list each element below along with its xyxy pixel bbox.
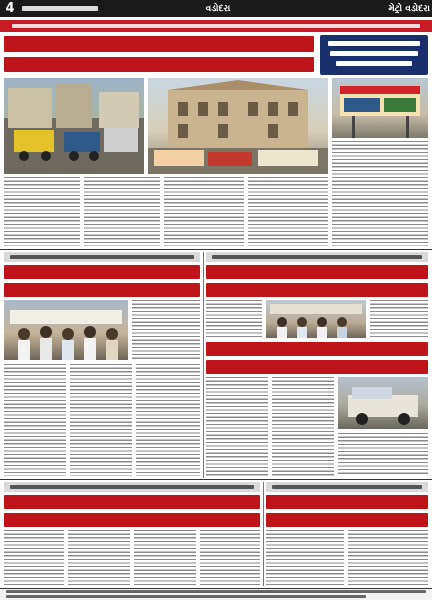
story6-kicker-text [272, 485, 422, 489]
story2-body-col1 [4, 364, 66, 476]
story2-body-col2 [70, 364, 132, 476]
story2-headline-line2 [4, 283, 200, 297]
story1-photo-hoarding [332, 78, 428, 138]
header-date-line [22, 6, 98, 11]
story3-body-col1 [206, 300, 262, 338]
story1-body-col1 [4, 177, 80, 246]
story2-photo-protest [4, 300, 128, 360]
divider-vertical-bottom [263, 482, 264, 586]
story1-body-col4 [248, 177, 328, 246]
story5-headline-line1 [4, 495, 260, 509]
story1-body-col3 [164, 177, 244, 246]
imprint-line2 [6, 595, 366, 598]
story1-body-col5 [332, 141, 428, 246]
story4-body-col3 [338, 433, 428, 476]
story3-photo-officials [266, 300, 366, 338]
story5-body-col2 [68, 530, 130, 585]
story5-body-col4 [200, 530, 260, 585]
page-number: 4 [5, 1, 15, 16]
story5-headline-line2 [4, 513, 260, 527]
header-city-name: વડોદરા [205, 4, 231, 14]
story1-sidebar-line2 [330, 51, 418, 56]
story5-body-col1 [4, 530, 64, 585]
divider-vertical-mid [203, 252, 204, 478]
edition-label: મેટ્રો વડોદરા [388, 4, 430, 14]
imprint-line1 [6, 590, 426, 593]
story5-kicker-text [10, 485, 254, 489]
story1-kicker-text [12, 24, 420, 28]
story1-headline-line1 [4, 36, 314, 52]
story1-body-col2 [84, 177, 160, 246]
story2-side-text [132, 300, 200, 360]
story4-photo-vehicle [338, 377, 428, 429]
story3-body-col2 [370, 300, 428, 338]
story4-body-col2 [272, 377, 334, 476]
story2-headline-line1 [4, 265, 200, 279]
story6-body-col2 [348, 530, 428, 585]
story2-body-col3 [136, 364, 200, 476]
story1-photo-building [148, 78, 328, 174]
story4-headline-line2 [206, 360, 428, 374]
story4-body-col1 [206, 377, 268, 476]
story6-headline-line1 [266, 495, 428, 509]
story1-sidebar-line3 [336, 61, 412, 66]
story5-body-col3 [134, 530, 196, 585]
story1-headline-line2 [4, 57, 314, 72]
story1-photo-vehicles [4, 78, 144, 174]
story4-headline-line1 [206, 342, 428, 356]
story2-kicker-text [10, 255, 194, 259]
story6-headline-line2 [266, 513, 428, 527]
story3-kicker-text [212, 255, 422, 259]
story3-headline-line1 [206, 265, 428, 279]
story6-body-col1 [266, 530, 344, 585]
divider-1 [0, 249, 432, 250]
divider-2 [0, 479, 432, 480]
story1-sidebar-line1 [328, 41, 420, 46]
story3-headline-line2 [206, 283, 428, 297]
